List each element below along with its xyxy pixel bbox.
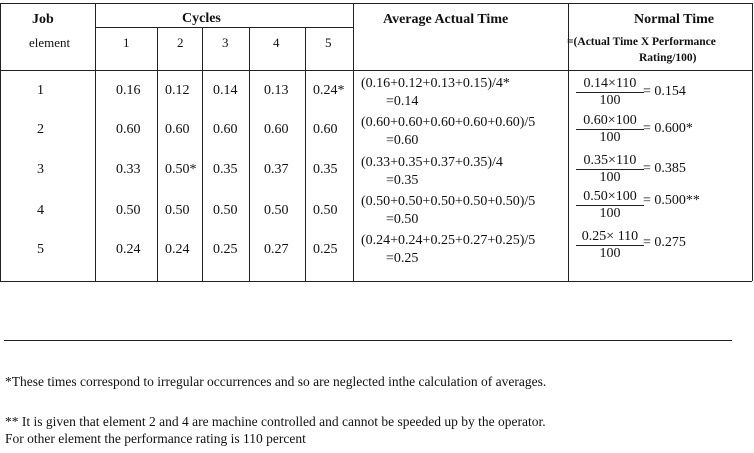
header-normal-time: Normal Time [634,12,714,27]
row3-normal-result: = 0.385 [643,161,686,176]
header-bottom-rule [0,70,752,71]
row3-element: 3 [37,162,44,177]
row2-normal-numerator: 0.60×100 [576,113,644,130]
row1-average-formula: (0.16+0.12+0.13+0.15)/4* [361,76,510,91]
row1-normal-fraction [576,76,644,109]
header-cycle-2: 2 [177,35,184,50]
row3-average-result: =0.35 [386,173,419,188]
row1-cycle5: 0.24* [313,83,345,98]
table-top-border [0,3,752,4]
row1-normal-denominator: 100 [599,93,621,108]
row2-cycle2: 0.60 [165,122,190,137]
row1-normal-numerator: 0.14×110 [576,76,644,93]
row5-average-result: =0.25 [386,251,419,266]
col-divider-c1 [157,27,158,281]
row1-cycle2: 0.12 [165,83,190,98]
row3-cycle5: 0.35 [313,162,338,177]
row4-normal-numerator: 0.50×100 [576,189,644,206]
row5-cycle2: 0.24 [165,242,190,257]
row4-normal-denominator: 100 [599,206,621,221]
row4-average-result: =0.50 [386,212,419,227]
row4-element: 4 [37,203,44,218]
row1-cycle3: 0.14 [213,83,238,98]
header-element: element [29,35,71,50]
row1-element: 1 [37,83,44,98]
row5-cycle1: 0.24 [116,242,141,257]
row1-cycle1: 0.16 [116,83,141,98]
header-cycle-3: 3 [222,35,229,50]
row1-cycle4: 0.13 [264,83,289,98]
row5-normal-fraction [576,229,644,262]
header-cycle-1: 1 [123,35,130,50]
header-normal-formula-line2: Rating/100) [639,52,697,64]
col-divider-cycles [353,3,354,281]
footnote-performance-rating: For other element the performance rating is 110 percent [5,431,306,446]
row5-cycle5: 0.25 [313,242,338,257]
cycles-header-rule [95,27,353,28]
row3-average-formula: (0.33+0.35+0.37+0.35)/4 [361,155,503,170]
header-cycle-4: 4 [273,35,280,50]
row3-cycle2: 0.50* [165,162,197,177]
row4-cycle2: 0.50 [165,203,190,218]
table-bottom-border [0,281,752,282]
row2-normal-result: = 0.600* [643,121,693,136]
row2-average-result: =0.60 [386,133,419,148]
footnote-irregular-occurrences: *These times correspond to irregular occurrences and so are neglected inthe calculation of averages. [5,374,547,389]
row4-cycle4: 0.50 [264,203,289,218]
row4-cycle3: 0.50 [213,203,238,218]
row3-cycle1: 0.33 [116,162,141,177]
row2-normal-fraction [576,113,644,146]
col-divider-c4 [305,27,306,281]
row5-normal-result: = 0.275 [643,235,686,250]
row4-cycle1: 0.50 [116,203,141,218]
row4-normal-result: = 0.500** [643,193,700,208]
footnote-machine-controlled: ** It is given that element 2 and 4 are machine controlled and cannot be speeded up by the operator. [5,414,546,429]
header-average-actual-time: Average Actual Time [383,12,509,27]
row5-average-formula: (0.24+0.24+0.25+0.27+0.25)/5 [361,233,536,248]
col-divider-c3 [249,27,250,281]
row1-normal-result: = 0.154 [643,84,686,99]
table-right-border [752,3,753,281]
row3-cycle4: 0.37 [264,162,289,177]
col-divider-c2 [202,27,203,281]
col-divider-job [95,3,96,281]
row2-cycle4: 0.60 [264,122,289,137]
row4-normal-fraction [576,189,644,222]
footnote-separator [4,340,732,341]
row2-cycle5: 0.60 [313,122,338,137]
row2-normal-denominator: 100 [599,130,621,145]
row5-cycle4: 0.27 [264,242,289,257]
header-job: Job [32,12,54,27]
row3-normal-denominator: 100 [599,170,621,185]
row2-cycle1: 0.60 [116,122,141,137]
row5-cycle3: 0.25 [213,242,238,257]
row5-element: 5 [37,242,44,257]
row3-cycle3: 0.35 [213,162,238,177]
row3-normal-fraction [576,153,644,186]
row4-average-formula: (0.50+0.50+0.50+0.50+0.50)/5 [361,194,536,209]
row4-cycle5: 0.50 [313,203,338,218]
table-left-border [0,3,1,281]
row2-element: 2 [37,122,44,137]
row2-cycle3: 0.60 [213,122,238,137]
row5-normal-numerator: 0.25× 110 [576,229,644,246]
header-cycles: Cycles [182,11,221,26]
header-cycle-5: 5 [325,35,332,50]
row1-average-result: =0.14 [386,94,419,109]
row3-normal-numerator: 0.35×110 [576,153,644,170]
row2-average-formula: (0.60+0.60+0.60+0.60+0.60)/5 [361,115,536,130]
row5-normal-denominator: 100 [599,246,621,261]
header-normal-formula-line1: =(Actual Time X Performance [567,36,716,48]
